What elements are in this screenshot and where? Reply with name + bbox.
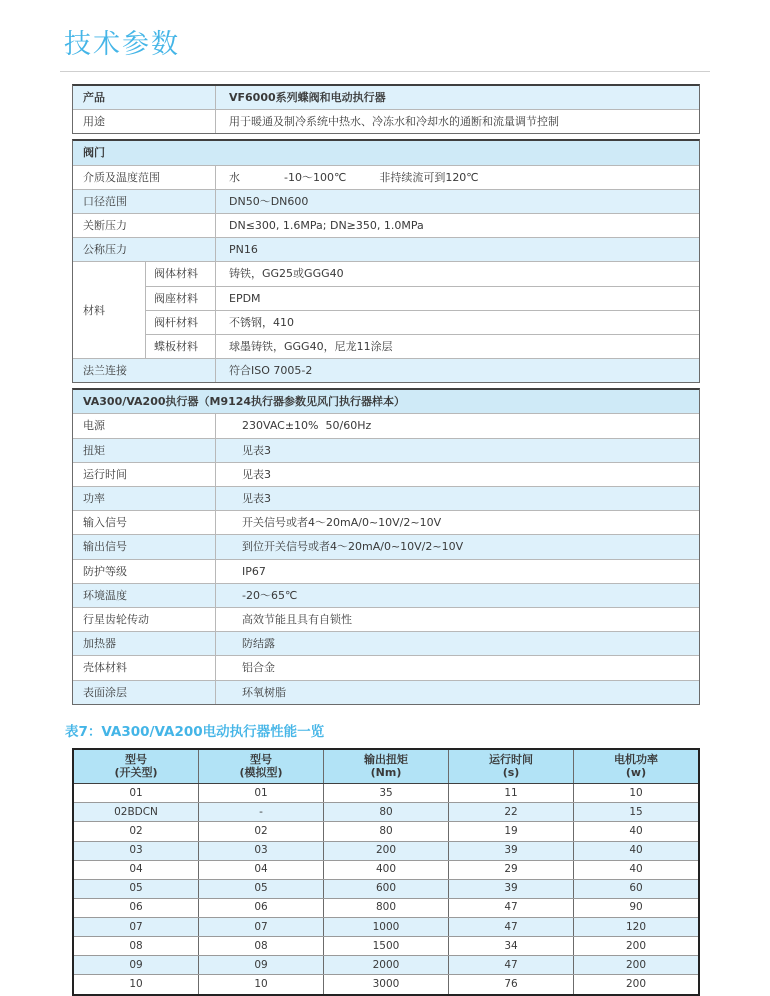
- spec-row: [73, 166, 699, 190]
- table-cell: 06: [199, 899, 324, 917]
- spec-row-label: 壳体材料: [73, 656, 216, 679]
- table7-header-cell: [449, 750, 574, 784]
- table-cell: 47: [449, 918, 574, 936]
- spec-row: [73, 359, 699, 382]
- spec-subrow-label: 阀座材料: [146, 287, 216, 310]
- table-cell: 80: [324, 803, 449, 821]
- page-title: 技术参数: [64, 29, 180, 60]
- spec-row-value: 高效节能且具有自锁性: [242, 612, 352, 626]
- table-cell: 03: [199, 842, 324, 860]
- table-cell: 800: [324, 899, 449, 917]
- spec-row-label: 运行时间: [73, 463, 216, 486]
- table7-header-line2: (开关型): [114, 766, 158, 780]
- table-cell: 07: [74, 918, 199, 936]
- spec-row-label: 法兰连接: [73, 359, 216, 382]
- spec-row-value: 开关信号或者4～20mA/0~10V/2~10V: [242, 516, 442, 530]
- table-row: [74, 822, 698, 841]
- table7-header-line1: 输出扭矩: [364, 752, 408, 766]
- spec-row-value: 水 -10～100℃ 非持续流可到120℃: [229, 170, 479, 184]
- table7-header-line2: (Nm): [370, 766, 402, 780]
- table-row: [74, 842, 698, 861]
- table-row: [74, 861, 698, 880]
- spec-row-value: 符合ISO 7005-2: [229, 364, 313, 378]
- spec-row: [73, 584, 699, 608]
- spec-row-label: 产品: [73, 86, 216, 109]
- spec-row: [73, 511, 699, 535]
- spec-row: [73, 110, 699, 133]
- table-cell: 1000: [324, 918, 449, 936]
- table-cell: 10: [199, 975, 324, 993]
- spec-row-label: 表面涂层: [73, 681, 216, 704]
- spec-group-row: [73, 262, 699, 359]
- spec-subrow: [146, 262, 699, 286]
- spec-subrow-value: EPDM: [229, 291, 261, 305]
- table-cell: 3000: [324, 975, 449, 993]
- table-cell: 29: [449, 861, 574, 879]
- table-cell: 40: [629, 863, 643, 876]
- spec-row-value: 见表3: [242, 467, 271, 481]
- table-cell: 02: [74, 822, 199, 840]
- spec-row-label: 扭矩: [73, 439, 216, 462]
- table7-header-cell: [74, 750, 199, 784]
- table-cell: 60: [629, 882, 643, 895]
- table-cell: 35: [324, 784, 449, 802]
- table7-header-row: [74, 750, 698, 785]
- table7-header-line2: (模拟型): [239, 766, 283, 780]
- spec-row-label: 防护等级: [73, 560, 216, 583]
- spec-table: [72, 84, 700, 705]
- spec-row: [73, 535, 699, 559]
- table-cell: 90: [629, 901, 643, 914]
- table-cell: 05: [199, 880, 324, 898]
- spec-row: [73, 656, 699, 680]
- spec-subrow-label: 蝶板材料: [146, 335, 216, 358]
- spec-subrow: [146, 287, 699, 311]
- table7-header-line1: 型号: [250, 752, 272, 766]
- performance-table: [72, 748, 700, 996]
- spec-row-value: 环氧树脂: [242, 685, 286, 699]
- spec-subrow-label: 阀体材料: [146, 262, 216, 285]
- spec-row-value: DN50～DN600: [229, 194, 309, 208]
- table-cell: 10: [74, 975, 199, 993]
- table7-header-cell: [199, 750, 324, 784]
- spec-row-label: 加热器: [73, 632, 216, 655]
- spec-row-value: 见表3: [242, 492, 271, 505]
- spec-row-label: 环境温度: [73, 584, 216, 607]
- spec-subrow: [146, 311, 699, 335]
- spec-section: [72, 388, 700, 704]
- table-cell: 39: [449, 880, 574, 898]
- table-row: [74, 956, 698, 975]
- table-cell: 19: [449, 822, 574, 840]
- table-cell: 200: [625, 958, 647, 971]
- table-cell: 34: [449, 937, 574, 955]
- table7-header-line1: 型号: [125, 752, 147, 766]
- spec-row-label: 输出信号: [73, 535, 216, 558]
- table-cell: 200: [625, 977, 647, 990]
- spec-row-value: 用于暖通及制冷系统中热水、冷冻水和冷却水的通断和流量调节控制: [229, 115, 559, 129]
- table-row: [74, 918, 698, 937]
- table-cell: 76: [449, 975, 574, 993]
- spec-row: [73, 414, 699, 438]
- spec-row-label: 介质及温度范围: [73, 166, 216, 189]
- spec-group-label: 材料: [73, 262, 146, 358]
- table-cell: 08: [199, 937, 324, 955]
- table-row: [74, 975, 698, 993]
- spec-row: [73, 238, 699, 262]
- table-cell: 40: [629, 824, 643, 837]
- table-cell: 04: [74, 861, 199, 879]
- spec-row-label: 输入信号: [73, 511, 216, 534]
- table-cell: 40: [629, 844, 643, 857]
- table7-header-line2: (s): [502, 766, 520, 780]
- spec-row: [73, 681, 699, 704]
- table-cell: 05: [74, 880, 199, 898]
- spec-row-label: 电源: [73, 414, 216, 437]
- table7-header-line1: 电机功率: [614, 752, 658, 766]
- table-cell: 600: [324, 880, 449, 898]
- table-cell: 80: [324, 822, 449, 840]
- table-cell: 02: [199, 822, 324, 840]
- table-cell: 03: [74, 842, 199, 860]
- table-cell: 08: [74, 937, 199, 955]
- spec-row: [73, 463, 699, 487]
- table-cell: 39: [449, 842, 574, 860]
- table-cell: 06: [74, 899, 199, 917]
- spec-subrow-value: 球墨铸铁，GGG40，尼龙11涂层: [229, 339, 393, 353]
- table-cell: 47: [449, 956, 574, 974]
- table-row: [74, 899, 698, 918]
- table-cell: -: [199, 803, 324, 821]
- spec-subrow-value: 铸铁，GG25或GGG40: [229, 267, 344, 281]
- spec-row-value: 230VAC±10% 50/60Hz: [242, 419, 372, 433]
- spec-row-label: 关断压力: [73, 214, 216, 237]
- spec-row-label: 公称压力: [73, 238, 216, 261]
- table-cell: 120: [625, 920, 647, 933]
- table-cell: 1500: [324, 937, 449, 955]
- spec-row: [73, 560, 699, 584]
- table7-header-line2: (w): [625, 766, 647, 780]
- table-cell: 200: [324, 842, 449, 860]
- table7-header-cell: [574, 750, 698, 784]
- title-divider: [60, 71, 710, 72]
- spec-subrow-label: 阀杆材料: [146, 311, 216, 334]
- spec-row: [73, 190, 699, 214]
- spec-row-label: 用途: [73, 110, 216, 133]
- table-cell: 10: [629, 786, 643, 799]
- table-cell: 15: [629, 805, 643, 818]
- spec-row: [73, 632, 699, 656]
- spec-row-label: 行星齿轮传动: [73, 608, 216, 631]
- table-cell: 22: [449, 803, 574, 821]
- spec-row-value: DN≤300, 1.6MPa; DN≥350, 1.0MPa: [229, 218, 424, 232]
- spec-row-label: 口径范围: [73, 190, 216, 213]
- spec-row-value: -20～65℃: [242, 588, 298, 602]
- spec-row-value: 到位开关信号或者4～20mA/0~10V/2~10V: [242, 540, 464, 554]
- table-cell: 400: [324, 861, 449, 879]
- table-cell: 02BDCN: [74, 803, 199, 821]
- spec-row-value: 见表3: [242, 443, 271, 457]
- spec-subrow-value: 不锈钢，410: [229, 315, 294, 329]
- table-cell: 09: [74, 956, 199, 974]
- spec-row-value: 防结露: [242, 637, 275, 651]
- table-row: [74, 784, 698, 803]
- table-cell: 2000: [324, 956, 449, 974]
- table-cell: 07: [199, 918, 324, 936]
- spec-row: [73, 214, 699, 238]
- spec-section: [72, 139, 700, 383]
- table-cell: 09: [199, 956, 324, 974]
- spec-row-value: 铝合金: [242, 661, 275, 675]
- spec-group-rows: [146, 262, 699, 358]
- spec-row-value: VF6000系列蝶阀和电动执行器: [229, 91, 386, 104]
- spec-section-header: 阀门: [73, 141, 699, 165]
- spec-row-value: IP67: [242, 564, 266, 578]
- spec-row-label: 功率: [73, 487, 216, 510]
- table7-title: 表7：VA300/VA200电动执行器性能一览: [65, 723, 325, 740]
- spec-row: [73, 86, 699, 110]
- table-row: [74, 803, 698, 822]
- spec-row: [73, 608, 699, 632]
- spec-row: [73, 439, 699, 463]
- table-cell: 01: [74, 784, 199, 802]
- table-cell: 200: [625, 939, 647, 952]
- spec-row-value: PN16: [229, 243, 258, 257]
- table-row: [74, 937, 698, 956]
- table7-header-line1: 运行时间: [489, 752, 533, 766]
- table-cell: 11: [449, 784, 574, 802]
- spec-row: [73, 487, 699, 511]
- table-cell: 47: [449, 899, 574, 917]
- spec-section: [72, 84, 700, 134]
- spec-subrow: [146, 335, 699, 358]
- table-cell: 04: [199, 861, 324, 879]
- table-row: [74, 880, 698, 899]
- table-cell: 01: [199, 784, 324, 802]
- spec-section-header: VA300/VA200执行器（M9124执行器参数见风门执行器样本）: [73, 390, 699, 414]
- table7-header-cell: [324, 750, 449, 784]
